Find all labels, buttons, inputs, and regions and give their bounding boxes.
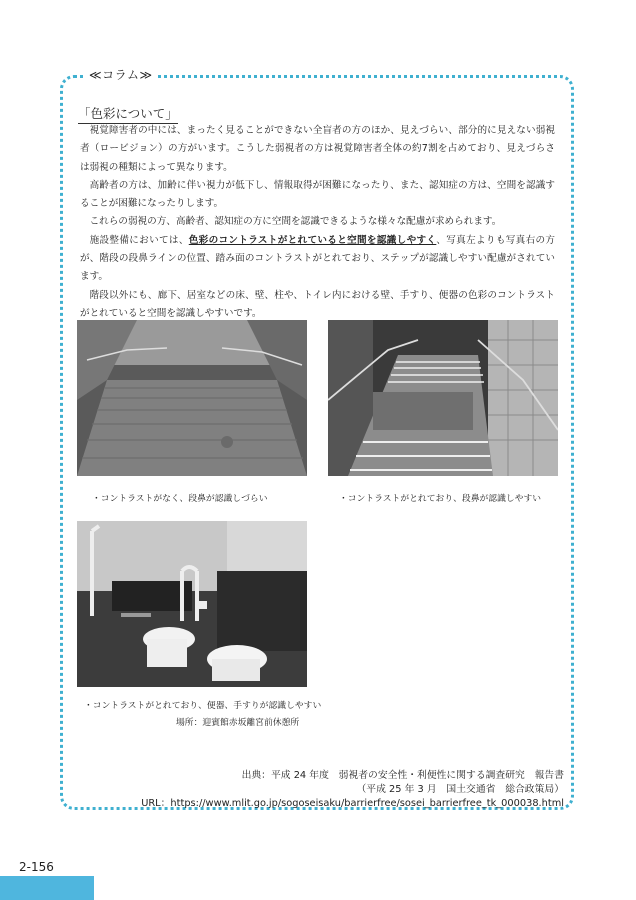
body-text [80,122,555,323]
paragraph-4-emphasis: 色彩のコントラストがとれていると空間を認識しやすく [188,234,437,246]
paragraph-4 [80,232,555,287]
caption-left-photo: ・コントラストがなく、段鼻が認識しづらい [92,494,268,504]
paragraph-2: 高齢者の方は、加齢に伴い視力が低下し、情報取得が困難になったり、また、認知症の方は、空間を認識することが困難になったりします。 [80,179,555,210]
paragraph-5: 階段以外にも、廊下、居室などの床、壁、柱や、トイレ内における壁、手すり、便器の色彩のコントラストがとれていると空間を認識しやすいです。 [80,289,555,319]
source-line-1: 出典：平成 24 年度 弱視者の安全性・利便性に関する調査研究 報告書 [241,770,564,781]
paragraph-4-start: 施設整備においては、 [89,234,189,246]
source-url[interactable]: URL：https://www.mlit.go.jp/sogoseisaku/barrierfree/sosei_barrierfree_tk_000038.html [141,798,564,809]
page-number: 2-156 [19,860,54,874]
paragraph-3: これらの弱視の方、高齢者、認知症の方に空間を認識できるような様々な配慮が求められます。 [89,216,502,228]
photo-toilet [77,521,307,687]
caption-place: 場所：迎賓館赤坂離宮前休憩所 [176,718,300,728]
caption-right-photo: ・コントラストがとれており、段鼻が認識しやすい [339,494,542,504]
paragraph-4-end: 、写真左よりも写真右の方が、階段の段鼻ラインの位置、踏み面のコントラストがとれており、ステップが認識しやすい配慮がされています。 [80,234,556,283]
column-label: ≪コラム≫ [86,66,156,83]
photo-stairs-low-contrast [77,320,307,476]
caption-toilet-photo: ・コントラストがとれており、便器、手すりが認識しやすい [84,701,322,711]
photo-stairs-high-contrast [328,320,558,476]
page-tab-bar [0,876,94,900]
section-title: 「色彩について」 [78,104,178,124]
source-line-2: （平成 25 年 3 月 国土交通省 総合政策局） [356,784,564,795]
paragraph-1: 視覚障害者の中には、まったく見ることができない全盲者の方のほか、見えづらい、部分的に見えない弱視者（ロービジョン）の方がいます。こうした弱視者の方は視覚障害者全体の約7割を占めており、見えづらさは弱視の種類によって異なります。 [80,125,555,173]
